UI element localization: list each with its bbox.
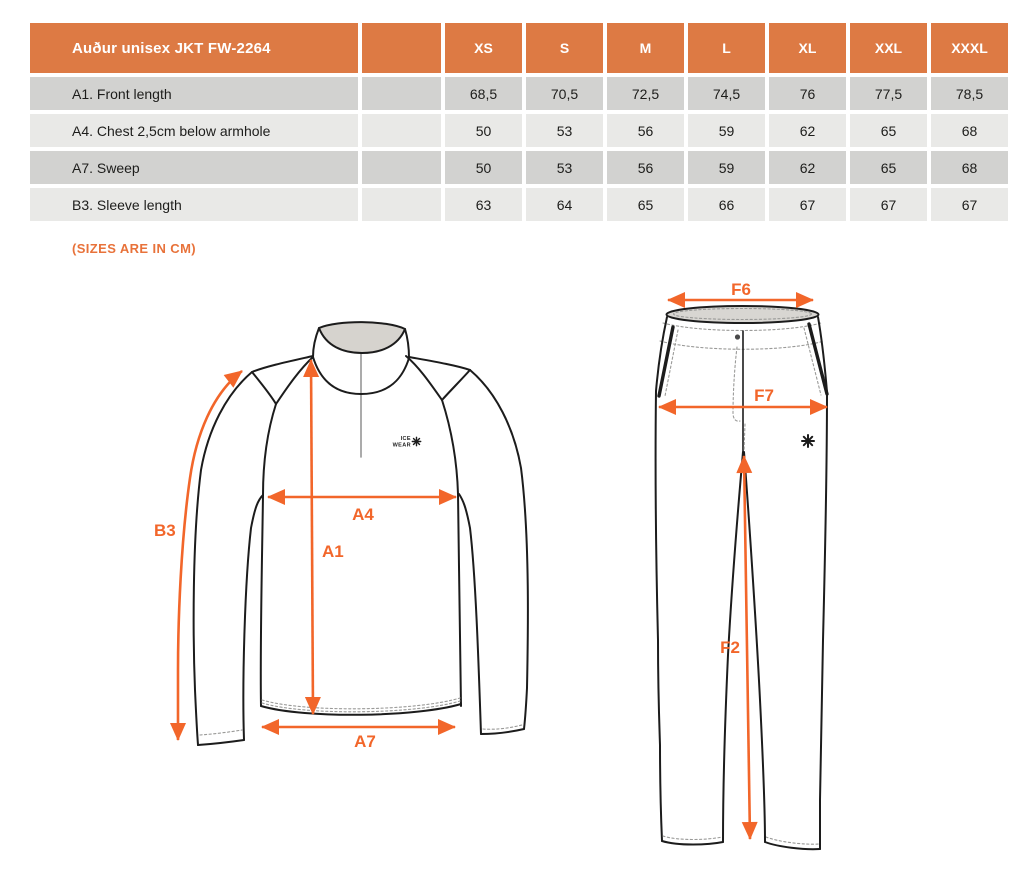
row-label: A4. Chest 2,5cm below armhole — [30, 114, 358, 147]
size-header-xl: XL — [769, 23, 846, 73]
row-label: B3. Sleeve length — [30, 188, 358, 221]
size-chart-table — [30, 23, 1008, 221]
jacket-measurements — [154, 360, 456, 751]
snowflake-icon — [802, 435, 814, 447]
cell: 62 — [769, 151, 846, 184]
cell: 59 — [688, 151, 765, 184]
cell: 65 — [607, 188, 684, 221]
label-f2: F2 — [720, 638, 740, 657]
sizes-unit-note: (SIZES ARE IN CM) — [72, 241, 197, 256]
jacket-measurement-diagram — [140, 300, 560, 760]
left-pocket-opening — [659, 327, 673, 396]
arrow-b3 — [178, 371, 242, 740]
row-spacer-cell — [362, 77, 441, 110]
size-header-s: S — [526, 23, 603, 73]
cell: 78,5 — [931, 77, 1008, 110]
label-b3: B3 — [154, 521, 176, 540]
label-a7: A7 — [354, 732, 376, 751]
pants-outline — [656, 306, 827, 849]
label-a1: A1 — [322, 542, 344, 561]
cell: 67 — [850, 188, 927, 221]
pants-measurement-diagram — [630, 278, 860, 863]
cell: 64 — [526, 188, 603, 221]
svg-text:ICE: ICE — [400, 436, 411, 442]
icewear-logo — [393, 436, 421, 449]
collar-inner — [319, 322, 405, 353]
cell: 53 — [526, 114, 603, 147]
size-header-xxxl: XXXL — [931, 23, 1008, 73]
jacket-outline — [194, 322, 528, 745]
cell: 50 — [445, 114, 522, 147]
row-spacer-cell — [362, 114, 441, 147]
waist-button — [735, 334, 740, 339]
arrow-a1 — [311, 360, 313, 714]
cell: 67 — [931, 188, 1008, 221]
cell: 63 — [445, 188, 522, 221]
cell: 59 — [688, 114, 765, 147]
label-f6: F6 — [731, 280, 751, 299]
cell: 62 — [769, 114, 846, 147]
cell: 67 — [769, 188, 846, 221]
cell: 65 — [850, 114, 927, 147]
snowflake-icon — [412, 437, 420, 445]
cell: 70,5 — [526, 77, 603, 110]
row-label: A7. Sweep — [30, 151, 358, 184]
cell: 50 — [445, 151, 522, 184]
cell: 77,5 — [850, 77, 927, 110]
cell: 56 — [607, 114, 684, 147]
cell: 68,5 — [445, 77, 522, 110]
cell: 72,5 — [607, 77, 684, 110]
size-header-xxl: XXL — [850, 23, 927, 73]
svg-text:WEAR: WEAR — [392, 442, 411, 449]
row-spacer-cell — [362, 151, 441, 184]
cell: 66 — [688, 188, 765, 221]
label-f7: F7 — [754, 386, 774, 405]
cell: 53 — [526, 151, 603, 184]
header-spacer-cell — [362, 23, 441, 73]
size-header-m: M — [607, 23, 684, 73]
product-title: Auður unisex JKT FW-2264 — [30, 23, 358, 73]
cell: 56 — [607, 151, 684, 184]
label-a4: A4 — [352, 505, 374, 524]
cell: 68 — [931, 114, 1008, 147]
cell: 74,5 — [688, 77, 765, 110]
row-label: A1. Front length — [30, 77, 358, 110]
size-header-xs: XS — [445, 23, 522, 73]
cell: 76 — [769, 77, 846, 110]
size-header-l: L — [688, 23, 765, 73]
row-spacer-cell — [362, 188, 441, 221]
cell: 65 — [850, 151, 927, 184]
cell: 68 — [931, 151, 1008, 184]
